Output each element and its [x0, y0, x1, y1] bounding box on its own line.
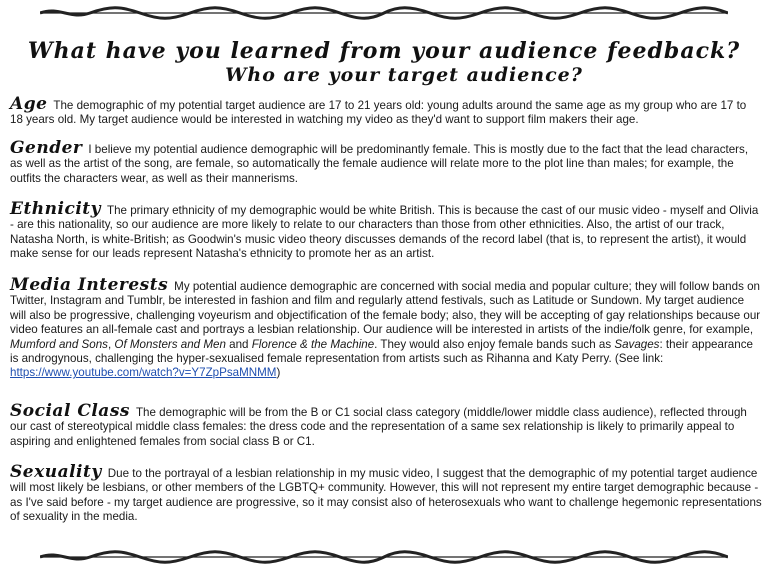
youtube-link[interactable]: https://www.youtube.com/watch?v=Y7ZpPsaMNMM: [10, 366, 277, 380]
separator: ,: [107, 337, 112, 351]
section-ethnicity: [10, 199, 762, 262]
band-name: Savages: [614, 337, 660, 351]
band-name: Mumford and Sons: [10, 337, 108, 351]
section-social-class: [10, 401, 762, 449]
section-text-ethnicity: The primary ethnicity of my demographic would be white British. This is because the cast of our music video - myself and Olivia - are this nationality, so our audience are more likely to relate to our characters than those from other ethnicities. Also, the artist of our track, Natasha North, is white-British; as Goodwin's music video theory discusses demands of the record label (that is, to represent the artist), it would make sense for our leads represent Natasha's ethnicity to promote her as an artist.: [10, 204, 759, 261]
decorative-divider-bottom: [40, 548, 728, 566]
section-age: [10, 94, 762, 128]
section-text-media-2: . They would also enjoy female bands such as: [374, 337, 612, 351]
section-media-interests: [10, 275, 762, 381]
section-text-media-1: My potential audience demographic are concerned with social media and popular culture; they will follow bands on Twitter, Instagram and Tumblr, be interested in fashion and film and regularly attend festivals, such as Latitude or Sundown. My target audience will also be progressive, challenging voyeurism and objectification of the female body; also, they will be accepting of gay relationships because our video features an all-female cast and portrays a lesbian relationship. Our audience will be interested in artists of the indie/folk genre, for example,: [10, 280, 761, 337]
section-text-gender: I believe my potential audience demographic will be predominantly female. This is mostly due to the fact that the lead characters, as well as the artist of the song, are female, so automatically the female audience will relate more to the plot line than males; for example, the outfits the characters wear, as well as their mannerisms.: [10, 143, 749, 185]
section-heading-social: Social Class: [10, 401, 130, 421]
section-sexuality: [10, 462, 762, 525]
section-text-media-3: : their appearance is androgynous, challenging the hyper-sexualised female representation from artists such as Rihanna and Katy Perry. (See link:: [10, 337, 753, 366]
section-text-age: The demographic of my potential target audience are 17 to 21 years old: young adults around the same age as my group who are 17 to 18 years old. My target audience would be interested in watching my video as they'd want to support film makers their age.: [10, 99, 747, 127]
section-heading-gender: Gender: [10, 138, 83, 158]
section-gender: [10, 138, 762, 186]
section-text-sexuality: Due to the portrayal of a lesbian relationship in my music video, I suggest that the demographic of my potential target audience will most likely be lesbians, or other members of the LGBTQ+ community. However, this will not represent my entire target demographic because - as I've said before - my target audience are progressive, so it may consist also of heterosexuals who want to challenge hegemonic representations of sexuality in the media.: [10, 467, 762, 524]
band-name: Florence & the Machine: [251, 337, 375, 351]
band-name: Of Monsters and Men: [114, 337, 226, 351]
decorative-divider-top: [40, 4, 728, 22]
closing-paren: ): [276, 366, 281, 380]
page-subtitle: Who are your target audience?: [225, 64, 583, 86]
section-heading-media: Media Interests: [10, 275, 169, 295]
section-heading-ethnicity: Ethnicity: [10, 199, 102, 219]
section-heading-sexuality: Sexuality: [10, 462, 102, 482]
section-text-social: The demographic will be from the B or C1 social class category (middle/lower middle class audience), reflected through our cast of stereotypical middle class females: the dress code and the representation of a same sex relationship is likely to primarily appeal to aspiring and enlightened females from social class B or C1.: [10, 406, 747, 448]
page-title: What have you learned from your audience feedback?: [27, 38, 741, 64]
section-heading-age: Age: [10, 94, 48, 114]
separator: and: [229, 337, 249, 351]
